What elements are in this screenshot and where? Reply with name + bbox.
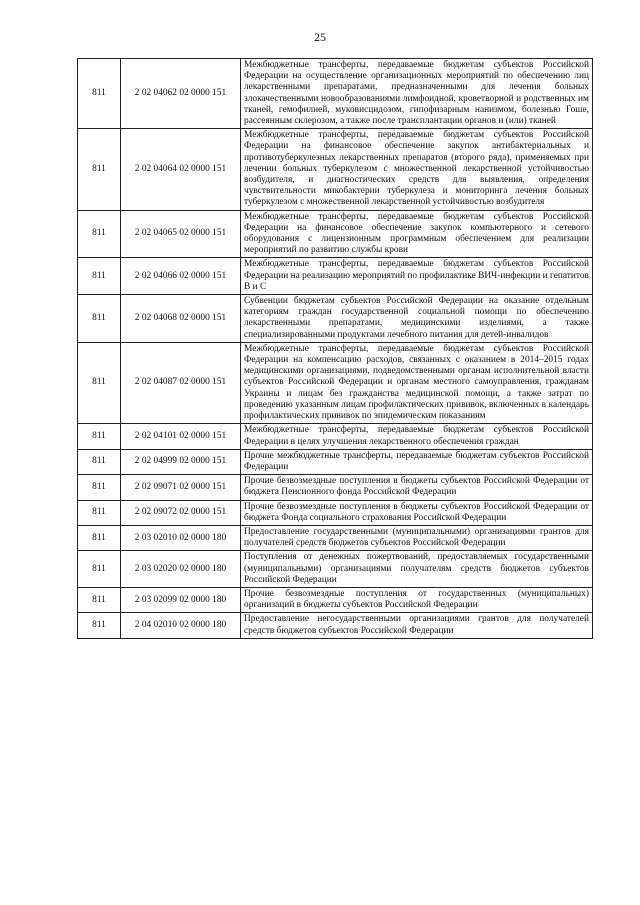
table-row [78,129,593,210]
page-number: 25 [314,30,326,44]
budget-classification-code-cell: 2 02 09072 02 0000 151 [121,500,241,525]
admin-code-cell: 811 [78,449,121,474]
budget-classification-code-cell: 2 02 09071 02 0000 151 [121,475,241,500]
budget-classification-code-cell: 2 02 04068 02 0000 151 [121,295,241,343]
budget-classification-code-cell: 2 04 02010 02 0000 180 [121,613,241,638]
admin-code-cell: 811 [78,342,121,423]
budget-classification-code-cell: 2 02 04101 02 0000 151 [121,424,241,449]
table-row [78,475,593,500]
table-row [78,295,593,343]
admin-code-cell: 811 [78,210,121,258]
revenue-name-cell: Прочие межбюджетные трансферты, передаваемые бюджетам субъектов Российской Федерации [241,449,593,474]
table-row [78,59,593,129]
budget-classification-code-cell: 2 02 04999 02 0000 151 [121,449,241,474]
table-row [78,449,593,474]
budget-classification-code-cell: 2 03 02010 02 0000 180 [121,525,241,550]
table-row [78,500,593,525]
budget-classification-code-cell: 2 02 04087 02 0000 151 [121,342,241,423]
budget-classification-code-cell: 2 02 04066 02 0000 151 [121,258,241,295]
admin-code-cell: 811 [78,525,121,550]
admin-code-cell: 811 [78,475,121,500]
table-row [78,424,593,449]
revenue-name-cell: Поступления от денежных пожертвований, предоставляемых государственными (муниципальными) организациями получателям средств бюджетов субъектов Российской Федерации [241,551,593,588]
revenue-name-cell: Предоставление негосударственными организациями грантов для получателей средств бюджетов субъектов Российской Федерации [241,613,593,638]
admin-code-cell: 811 [78,129,121,210]
revenue-name-cell: Прочие безвозмездные поступления в бюджеты субъектов Российской Федерации от бюджета Пенсионного фонда Российской Федерации [241,475,593,500]
revenue-name-cell: Межбюджетные трансферты, передаваемые бюджетам субъектов Российской Федерации на реализацию мероприятий по профилактике ВИЧ-инфекции и гепатитов B и C [241,258,593,295]
admin-code-cell: 811 [78,587,121,612]
table-row [78,551,593,588]
budget-classification-code-cell: 2 03 02099 02 0000 180 [121,587,241,612]
revenue-name-cell: Прочие безвозмездные поступления от государственных (муниципальных) организаций в бюджеты субъектов Российской Федерации [241,587,593,612]
table-row [78,587,593,612]
table-row [78,342,593,423]
table-row [78,258,593,295]
admin-code-cell: 811 [78,295,121,343]
budget-classification-code-cell: 2 03 02020 02 0000 180 [121,551,241,588]
budget-classification-code-cell: 2 02 04062 02 0000 151 [121,59,241,129]
revenue-name-cell: Прочие безвозмездные поступления в бюджеты субъектов Российской Федерации от бюджета Фонда социального страхования Российской Федерации [241,500,593,525]
revenue-name-cell: Межбюджетные трансферты, передаваемые бюджетам субъектов Российской Федерации на компенсацию расходов, связанных с оказанием в 2014–2015 годах медицинскими организациями, подведомственными органам исполнительной власти субъектов Российской Федерации и органам местного самоуправления, гражданам Украины и лицам без гражданства медицинской помощи, а также затрат по проведению указанным лицам профилактических прививок, включенных в календарь профилактических прививок по эпидемическим показаниям [241,342,593,423]
table-row [78,613,593,638]
table-row [78,525,593,550]
revenue-name-cell: Предоставление государственными (муниципальными) организациями грантов для получателей средств бюджетов субъектов Российской Федерации [241,525,593,550]
budget-classification-code-cell: 2 02 04064 02 0000 151 [121,129,241,210]
admin-code-cell: 811 [78,424,121,449]
budget-revenue-table [77,58,593,639]
admin-code-cell: 811 [78,258,121,295]
budget-classification-code-cell: 2 02 04065 02 0000 151 [121,210,241,258]
admin-code-cell: 811 [78,551,121,588]
revenue-name-cell: Субвенции бюджетам субъектов Российской Федерации на оказание отдельным категориям граждан государственной социальной помощи по обеспечению лекарственными препаратами, медицинскими изделиями, а также специализированными продуктами лечебного питания для детей-инвалидов [241,295,593,343]
admin-code-cell: 811 [78,500,121,525]
revenue-name-cell: Межбюджетные трансферты, передаваемые бюджетам субъектов Российской Федерации на финансовое обеспечение закупок антибактериальных и противотуберкулезных лекарственных препаратов (второго ряда), применяемых при лечении больных туберкулезом с множественной лекарственной устойчивостью возбудителя, и диагностических средств для выявления, определения чувствительности микобактерии туберкулеза и мониторинга лечения больных туберкулезом с множественной лекарственной устойчивостью возбудителя [241,129,593,210]
admin-code-cell: 811 [78,613,121,638]
revenue-name-cell: Межбюджетные трансферты, передаваемые бюджетам субъектов Российской Федерации на финансовое обеспечение закупок компьютерного и сетевого оборудования с лицензионным программным обеспечением для реализации мероприятий по развитию службы крови [241,210,593,258]
table-row [78,210,593,258]
revenue-name-cell: Межбюджетные трансферты, передаваемые бюджетам субъектов Российской Федерации в целях улучшения лекарственного обеспечения граждан [241,424,593,449]
admin-code-cell: 811 [78,59,121,129]
revenue-name-cell: Межбюджетные трансферты, передаваемые бюджетам субъектов Российской Федерации на осуществление организационных мероприятий по обеспечению лиц лекарственными препаратами, предназначенными для лечения больных злокачественными новообразованиями лимфоидной, кроветворной и родственных им тканей, гемофилией, муковисцидозом, гипофизарным нанизмом, болезнью Гоше, рассеянным склерозом, а также после трансплантации органов и (или) тканей [241,59,593,129]
